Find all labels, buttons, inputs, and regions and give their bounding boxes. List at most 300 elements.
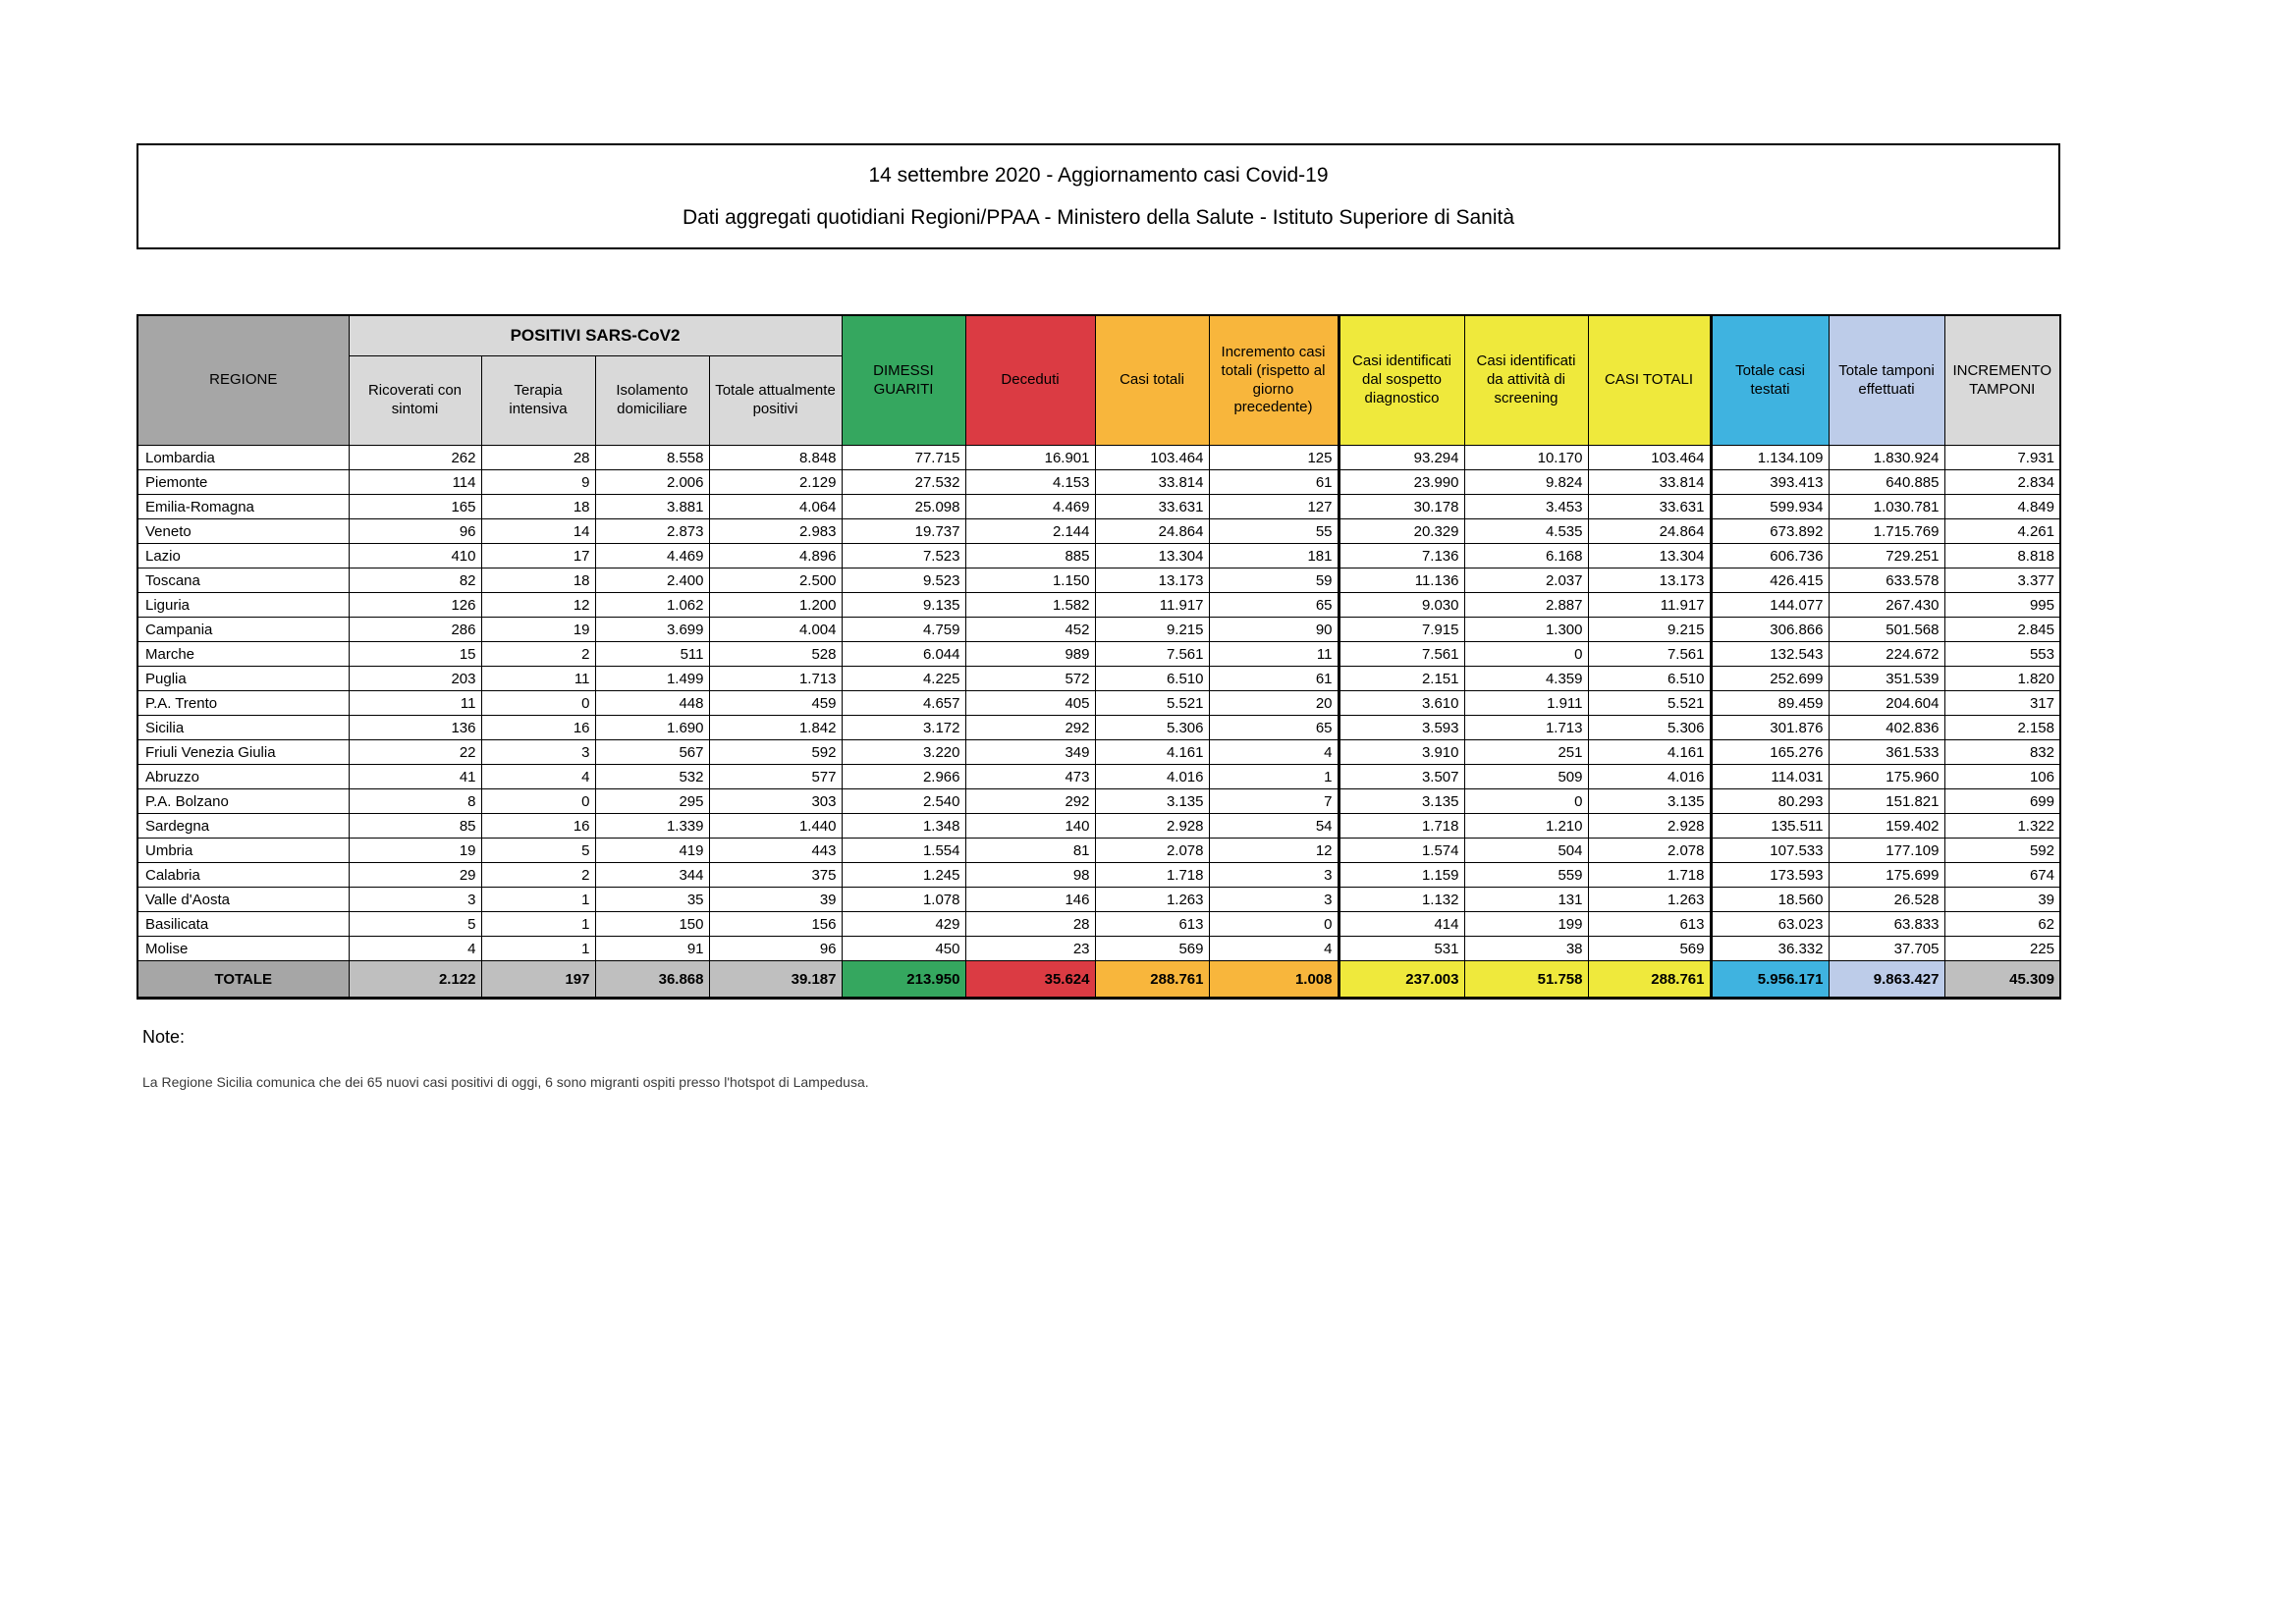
column-header-casi-totali-2: CASI TOTALI <box>1588 315 1711 446</box>
value-cell: 7.136 <box>1339 544 1464 568</box>
value-cell: 3.453 <box>1464 495 1588 519</box>
value-cell: 8.848 <box>709 446 842 470</box>
region-name-cell: Calabria <box>137 863 349 888</box>
value-cell: 1.150 <box>965 568 1095 593</box>
table-row <box>137 839 2060 863</box>
value-cell: 63.833 <box>1829 912 1944 937</box>
totale-value-cell: 45.309 <box>1944 961 2060 999</box>
value-cell: 2.500 <box>709 568 842 593</box>
table-row <box>137 691 2060 716</box>
value-cell: 1.554 <box>842 839 965 863</box>
totale-value-cell: 197 <box>481 961 595 999</box>
value-cell: 6.510 <box>1095 667 1209 691</box>
region-name-cell: Lombardia <box>137 446 349 470</box>
region-name-cell: Abruzzo <box>137 765 349 789</box>
value-cell: 613 <box>1588 912 1711 937</box>
value-cell: 3.881 <box>595 495 709 519</box>
value-cell: 303 <box>709 789 842 814</box>
value-cell: 125 <box>1209 446 1339 470</box>
value-cell: 91 <box>595 937 709 961</box>
value-cell: 13.304 <box>1588 544 1711 568</box>
value-cell: 306.866 <box>1711 618 1829 642</box>
value-cell: 135.511 <box>1711 814 1829 839</box>
table-row <box>137 470 2060 495</box>
value-cell: 1.030.781 <box>1829 495 1944 519</box>
value-cell: 19 <box>349 839 481 863</box>
value-cell: 4.004 <box>709 618 842 642</box>
value-cell: 62 <box>1944 912 2060 937</box>
value-cell: 3.910 <box>1339 740 1464 765</box>
value-cell: 885 <box>965 544 1095 568</box>
value-cell: 1.245 <box>842 863 965 888</box>
value-cell: 448 <box>595 691 709 716</box>
column-header-sospetto-diagnostico: Casi identificati dal sospetto diagnostico <box>1339 315 1464 446</box>
value-cell: 4.469 <box>595 544 709 568</box>
value-cell: 150 <box>595 912 709 937</box>
region-name-cell: Lazio <box>137 544 349 568</box>
value-cell: 3.593 <box>1339 716 1464 740</box>
value-cell: 25.098 <box>842 495 965 519</box>
value-cell: 24.864 <box>1588 519 1711 544</box>
value-cell: 11.917 <box>1095 593 1209 618</box>
totale-row <box>137 961 2060 999</box>
value-cell: 20 <box>1209 691 1339 716</box>
table-row <box>137 593 2060 618</box>
value-cell: 38 <box>1464 937 1588 961</box>
table-row <box>137 519 2060 544</box>
value-cell: 77.715 <box>842 446 965 470</box>
value-cell: 12 <box>1209 839 1339 863</box>
value-cell: 15 <box>349 642 481 667</box>
value-cell: 39 <box>1944 888 2060 912</box>
value-cell: 7 <box>1209 789 1339 814</box>
value-cell: 2.540 <box>842 789 965 814</box>
value-cell: 37.705 <box>1829 937 1944 961</box>
table-row <box>137 765 2060 789</box>
value-cell: 93.294 <box>1339 446 1464 470</box>
value-cell: 16 <box>481 814 595 839</box>
value-cell: 107.533 <box>1711 839 1829 863</box>
value-cell: 599.934 <box>1711 495 1829 519</box>
value-cell: 2.037 <box>1464 568 1588 593</box>
value-cell: 63.023 <box>1711 912 1829 937</box>
value-cell: 699 <box>1944 789 2060 814</box>
column-header-casi-testati: Totale casi testati <box>1711 315 1829 446</box>
value-cell: 1.499 <box>595 667 709 691</box>
value-cell: 61 <box>1209 470 1339 495</box>
value-cell: 16 <box>481 716 595 740</box>
value-cell: 567 <box>595 740 709 765</box>
value-cell: 1.820 <box>1944 667 2060 691</box>
region-name-cell: Molise <box>137 937 349 961</box>
value-cell: 419 <box>595 839 709 863</box>
table-row <box>137 568 2060 593</box>
value-cell: 832 <box>1944 740 2060 765</box>
value-cell: 640.885 <box>1829 470 1944 495</box>
value-cell: 4.225 <box>842 667 965 691</box>
totale-value-cell: 36.868 <box>595 961 709 999</box>
value-cell: 429 <box>842 912 965 937</box>
value-cell: 1.713 <box>709 667 842 691</box>
value-cell: 9.135 <box>842 593 965 618</box>
value-cell: 5 <box>349 912 481 937</box>
totale-value-cell: 237.003 <box>1339 961 1464 999</box>
value-cell: 2.928 <box>1095 814 1209 839</box>
value-cell: 989 <box>965 642 1095 667</box>
value-cell: 8 <box>349 789 481 814</box>
value-cell: 3.135 <box>1095 789 1209 814</box>
value-cell: 224.672 <box>1829 642 1944 667</box>
table-row <box>137 446 2060 470</box>
report-title: 14 settembre 2020 - Aggiornamento casi Covid-19 <box>868 164 1329 187</box>
value-cell: 559 <box>1464 863 1588 888</box>
value-cell: 29 <box>349 863 481 888</box>
value-cell: 9.215 <box>1588 618 1711 642</box>
value-cell: 54 <box>1209 814 1339 839</box>
value-cell: 7.561 <box>1339 642 1464 667</box>
value-cell: 1.322 <box>1944 814 2060 839</box>
value-cell: 33.631 <box>1588 495 1711 519</box>
value-cell: 11 <box>1209 642 1339 667</box>
value-cell: 3.507 <box>1339 765 1464 789</box>
value-cell: 2.845 <box>1944 618 2060 642</box>
value-cell: 156 <box>709 912 842 937</box>
value-cell: 85 <box>349 814 481 839</box>
value-cell: 26.528 <box>1829 888 1944 912</box>
value-cell: 292 <box>965 789 1095 814</box>
value-cell: 1 <box>481 888 595 912</box>
value-cell: 344 <box>595 863 709 888</box>
value-cell: 443 <box>709 839 842 863</box>
value-cell: 2.158 <box>1944 716 2060 740</box>
value-cell: 351.539 <box>1829 667 1944 691</box>
value-cell: 9 <box>481 470 595 495</box>
value-cell: 16.901 <box>965 446 1095 470</box>
table-row <box>137 716 2060 740</box>
value-cell: 8.818 <box>1944 544 2060 568</box>
value-cell: 295 <box>595 789 709 814</box>
table-row <box>137 642 2060 667</box>
table-row <box>137 495 2060 519</box>
value-cell: 19.737 <box>842 519 965 544</box>
value-cell: 509 <box>1464 765 1588 789</box>
region-name-cell: Sardegna <box>137 814 349 839</box>
value-cell: 7.523 <box>842 544 965 568</box>
column-header-tamponi-effettuati: Totale tamponi effettuati <box>1829 315 1944 446</box>
value-cell: 3 <box>1209 888 1339 912</box>
value-cell: 55 <box>1209 519 1339 544</box>
notes-text: La Regione Sicilia comunica che dei 65 nuovi casi positivi di oggi, 6 sono migranti ospiti presso l'hotspot di Lampedusa. <box>142 1074 869 1090</box>
value-cell: 11 <box>349 691 481 716</box>
value-cell: 204.604 <box>1829 691 1944 716</box>
value-cell: 501.568 <box>1829 618 1944 642</box>
totale-value-cell: 213.950 <box>842 961 965 999</box>
value-cell: 349 <box>965 740 1095 765</box>
value-cell: 2.983 <box>709 519 842 544</box>
value-cell: 175.699 <box>1829 863 1944 888</box>
value-cell: 4.153 <box>965 470 1095 495</box>
value-cell: 2.400 <box>595 568 709 593</box>
region-name-cell: Umbria <box>137 839 349 863</box>
value-cell: 81 <box>965 839 1095 863</box>
value-cell: 175.960 <box>1829 765 1944 789</box>
value-cell: 18 <box>481 495 595 519</box>
totale-value-cell: 51.758 <box>1464 961 1588 999</box>
value-cell: 82 <box>349 568 481 593</box>
value-cell: 3.220 <box>842 740 965 765</box>
value-cell: 4 <box>349 937 481 961</box>
value-cell: 1.132 <box>1339 888 1464 912</box>
value-cell: 131 <box>1464 888 1588 912</box>
region-name-cell: Veneto <box>137 519 349 544</box>
value-cell: 4.535 <box>1464 519 1588 544</box>
value-cell: 30.178 <box>1339 495 1464 519</box>
subcolumn-header-ricoverati: Ricoverati con sintomi <box>349 356 481 446</box>
value-cell: 136 <box>349 716 481 740</box>
value-cell: 1.574 <box>1339 839 1464 863</box>
value-cell: 199 <box>1464 912 1588 937</box>
value-cell: 9.523 <box>842 568 965 593</box>
region-name-cell: P.A. Bolzano <box>137 789 349 814</box>
subcolumn-header-totale-positivi: Totale attualmente positivi <box>709 356 842 446</box>
notes-heading: Note: <box>142 1027 186 1047</box>
value-cell: 4.657 <box>842 691 965 716</box>
value-cell: 3.135 <box>1339 789 1464 814</box>
totale-value-cell: 35.624 <box>965 961 1095 999</box>
value-cell: 7.561 <box>1095 642 1209 667</box>
value-cell: 1.713 <box>1464 716 1588 740</box>
value-cell: 65 <box>1209 716 1339 740</box>
table-row <box>137 912 2060 937</box>
value-cell: 1.062 <box>595 593 709 618</box>
value-cell: 33.814 <box>1095 470 1209 495</box>
value-cell: 673.892 <box>1711 519 1829 544</box>
value-cell: 410 <box>349 544 481 568</box>
value-cell: 132.543 <box>1711 642 1829 667</box>
value-cell: 144.077 <box>1711 593 1829 618</box>
value-cell: 2 <box>481 863 595 888</box>
covid-data-table <box>137 314 2061 1000</box>
value-cell: 33.814 <box>1588 470 1711 495</box>
value-cell: 729.251 <box>1829 544 1944 568</box>
value-cell: 96 <box>349 519 481 544</box>
region-name-cell: P.A. Trento <box>137 691 349 716</box>
value-cell: 577 <box>709 765 842 789</box>
value-cell: 1.134.109 <box>1711 446 1829 470</box>
value-cell: 9.824 <box>1464 470 1588 495</box>
value-cell: 553 <box>1944 642 2060 667</box>
value-cell: 96 <box>709 937 842 961</box>
value-cell: 1.300 <box>1464 618 1588 642</box>
value-cell: 4 <box>1209 740 1339 765</box>
value-cell: 4 <box>481 765 595 789</box>
value-cell: 504 <box>1464 839 1588 863</box>
totale-value-cell: 1.008 <box>1209 961 1339 999</box>
value-cell: 4.161 <box>1095 740 1209 765</box>
value-cell: 10.170 <box>1464 446 1588 470</box>
value-cell: 1.911 <box>1464 691 1588 716</box>
value-cell: 531 <box>1339 937 1464 961</box>
value-cell: 225 <box>1944 937 2060 961</box>
value-cell: 41 <box>349 765 481 789</box>
value-cell: 5.521 <box>1095 691 1209 716</box>
value-cell: 19 <box>481 618 595 642</box>
region-name-cell: Campania <box>137 618 349 642</box>
value-cell: 36.332 <box>1711 937 1829 961</box>
report-subtitle: Dati aggregati quotidiani Regioni/PPAA - Ministero della Salute - Istituto Superiore di Sanità <box>682 206 1515 229</box>
value-cell: 375 <box>709 863 842 888</box>
subcolumn-header-isolamento: Isolamento domiciliare <box>595 356 709 446</box>
value-cell: 90 <box>1209 618 1339 642</box>
value-cell: 165.276 <box>1711 740 1829 765</box>
value-cell: 14 <box>481 519 595 544</box>
value-cell: 89.459 <box>1711 691 1829 716</box>
value-cell: 4.759 <box>842 618 965 642</box>
value-cell: 4.016 <box>1095 765 1209 789</box>
value-cell: 23 <box>965 937 1095 961</box>
value-cell: 1.263 <box>1588 888 1711 912</box>
value-cell: 1.210 <box>1464 814 1588 839</box>
column-header-casi-totali: Casi totali <box>1095 315 1209 446</box>
value-cell: 27.532 <box>842 470 965 495</box>
table-row <box>137 789 2060 814</box>
value-cell: 2.887 <box>1464 593 1588 618</box>
value-cell: 17 <box>481 544 595 568</box>
value-cell: 426.415 <box>1711 568 1829 593</box>
value-cell: 262 <box>349 446 481 470</box>
value-cell: 459 <box>709 691 842 716</box>
value-cell: 1.263 <box>1095 888 1209 912</box>
value-cell: 5 <box>481 839 595 863</box>
value-cell: 3.172 <box>842 716 965 740</box>
value-cell: 1.715.769 <box>1829 519 1944 544</box>
table-row <box>137 618 2060 642</box>
value-cell: 140 <box>965 814 1095 839</box>
value-cell: 35 <box>595 888 709 912</box>
value-cell: 4.161 <box>1588 740 1711 765</box>
value-cell: 9.030 <box>1339 593 1464 618</box>
value-cell: 59 <box>1209 568 1339 593</box>
value-cell: 0 <box>1464 789 1588 814</box>
value-cell: 103.464 <box>1095 446 1209 470</box>
value-cell: 5.306 <box>1588 716 1711 740</box>
value-cell: 3 <box>349 888 481 912</box>
value-cell: 203 <box>349 667 481 691</box>
value-cell: 114 <box>349 470 481 495</box>
value-cell: 528 <box>709 642 842 667</box>
value-cell: 114.031 <box>1711 765 1829 789</box>
value-cell: 6.510 <box>1588 667 1711 691</box>
value-cell: 1.200 <box>709 593 842 618</box>
table-row <box>137 814 2060 839</box>
value-cell: 995 <box>1944 593 2060 618</box>
value-cell: 98 <box>965 863 1095 888</box>
value-cell: 252.699 <box>1711 667 1829 691</box>
value-cell: 3 <box>481 740 595 765</box>
totale-value-cell: 39.187 <box>709 961 842 999</box>
region-name-cell: Toscana <box>137 568 349 593</box>
value-cell: 80.293 <box>1711 789 1829 814</box>
value-cell: 9.215 <box>1095 618 1209 642</box>
value-cell: 4.261 <box>1944 519 2060 544</box>
value-cell: 1.078 <box>842 888 965 912</box>
value-cell: 103.464 <box>1588 446 1711 470</box>
value-cell: 569 <box>1588 937 1711 961</box>
value-cell: 1 <box>481 912 595 937</box>
value-cell: 12 <box>481 593 595 618</box>
column-header-regione: REGIONE <box>137 315 349 446</box>
value-cell: 3.377 <box>1944 568 2060 593</box>
value-cell: 452 <box>965 618 1095 642</box>
region-name-cell: Friuli Venezia Giulia <box>137 740 349 765</box>
value-cell: 292 <box>965 716 1095 740</box>
value-cell: 2.006 <box>595 470 709 495</box>
value-cell: 0 <box>481 789 595 814</box>
value-cell: 606.736 <box>1711 544 1829 568</box>
value-cell: 2.834 <box>1944 470 2060 495</box>
value-cell: 127 <box>1209 495 1339 519</box>
table-row <box>137 667 2060 691</box>
value-cell: 18 <box>481 568 595 593</box>
value-cell: 126 <box>349 593 481 618</box>
value-cell: 4.849 <box>1944 495 2060 519</box>
value-cell: 3.610 <box>1339 691 1464 716</box>
value-cell: 106 <box>1944 765 2060 789</box>
value-cell: 0 <box>1464 642 1588 667</box>
value-cell: 1.718 <box>1588 863 1711 888</box>
value-cell: 13.304 <box>1095 544 1209 568</box>
value-cell: 1.440 <box>709 814 842 839</box>
value-cell: 2.966 <box>842 765 965 789</box>
value-cell: 3.135 <box>1588 789 1711 814</box>
subcolumn-header-terapia-intensiva: Terapia intensiva <box>481 356 595 446</box>
column-header-incremento-casi: Incremento casi totali (rispetto al giorno precedente) <box>1209 315 1339 446</box>
value-cell: 61 <box>1209 667 1339 691</box>
value-cell: 2.078 <box>1095 839 1209 863</box>
value-cell: 4.064 <box>709 495 842 519</box>
value-cell: 5.306 <box>1095 716 1209 740</box>
value-cell: 393.413 <box>1711 470 1829 495</box>
value-cell: 146 <box>965 888 1095 912</box>
value-cell: 18.560 <box>1711 888 1829 912</box>
value-cell: 633.578 <box>1829 568 1944 593</box>
table-row <box>137 888 2060 912</box>
value-cell: 405 <box>965 691 1095 716</box>
region-name-cell: Valle d'Aosta <box>137 888 349 912</box>
value-cell: 613 <box>1095 912 1209 937</box>
value-cell: 4.469 <box>965 495 1095 519</box>
value-cell: 4.896 <box>709 544 842 568</box>
table-row <box>137 863 2060 888</box>
value-cell: 1.842 <box>709 716 842 740</box>
value-cell: 4.016 <box>1588 765 1711 789</box>
value-cell: 1.690 <box>595 716 709 740</box>
column-header-dimessi-guariti: DIMESSI GUARITI <box>842 315 965 446</box>
value-cell: 151.821 <box>1829 789 1944 814</box>
value-cell: 3.699 <box>595 618 709 642</box>
column-header-deceduti: Deceduti <box>965 315 1095 446</box>
value-cell: 7.931 <box>1944 446 2060 470</box>
value-cell: 1.830.924 <box>1829 446 1944 470</box>
title-box <box>137 143 2060 249</box>
value-cell: 2.144 <box>965 519 1095 544</box>
value-cell: 2.151 <box>1339 667 1464 691</box>
group-header-positivi: POSITIVI SARS-CoV2 <box>349 315 842 356</box>
value-cell: 4.359 <box>1464 667 1588 691</box>
totale-value-cell: 5.956.171 <box>1711 961 1829 999</box>
totale-value-cell: 288.761 <box>1588 961 1711 999</box>
value-cell: 402.836 <box>1829 716 1944 740</box>
